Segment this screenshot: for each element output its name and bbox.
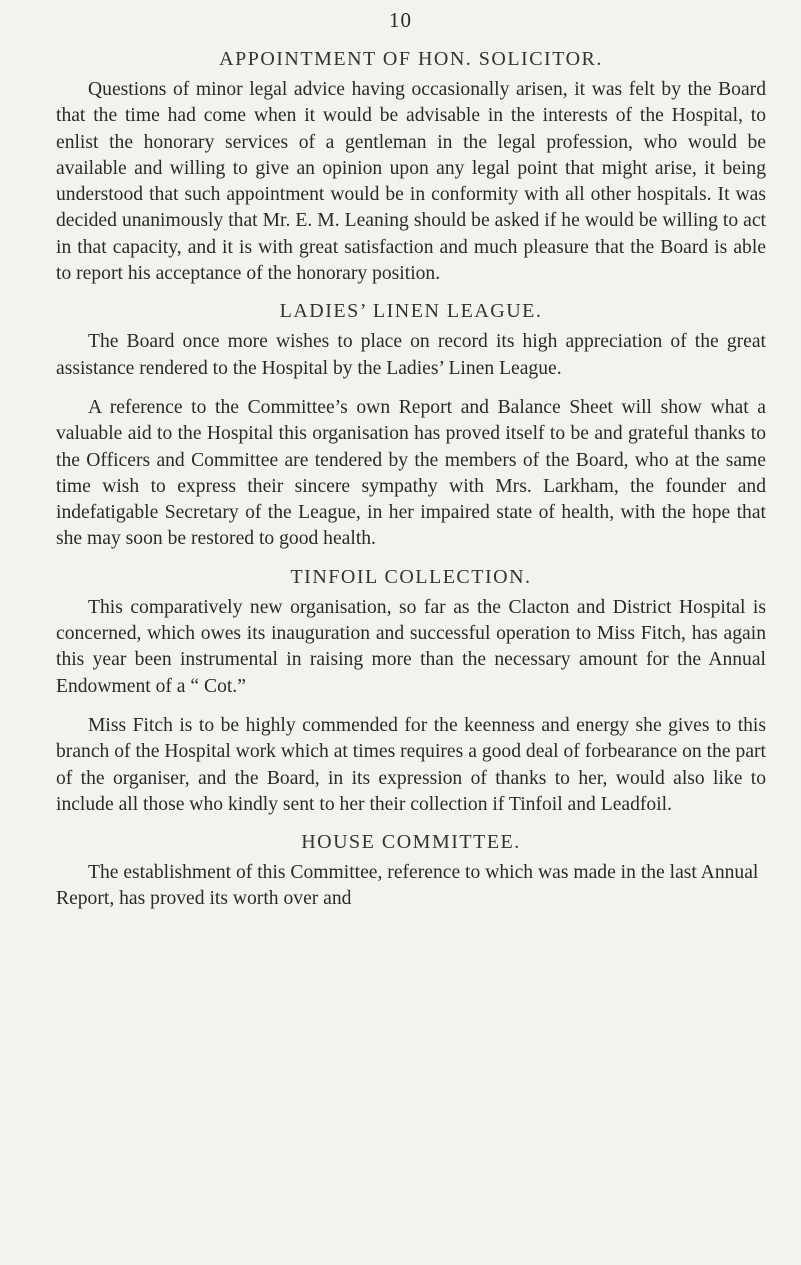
section-heading: LADIES’ LINEN LEAGUE. [279, 300, 543, 323]
paragraph: The Board once more wishes to place on record its high appreciation of the great assistance rendered to the Hospital by the Ladies’ Linen League. [56, 331, 766, 379]
paragraph: The establishment of this Committee, reference to which was made in the last Annual Report, has proved its worth over and [56, 862, 759, 910]
paragraph: Miss Fitch is to be highly commended for the keenness and energy she gives to this branch of the Hospital work which at times requires a good deal of forbearance on the part of the organiser, and the Board, in its expression of thanks to her, would also like to include all those who kindly sent to her their collection if Tinfoil and Leadfoil. [56, 714, 766, 815]
document-body [56, 48, 766, 926]
page-number: 10 [389, 8, 412, 32]
section-heading: APPOINTMENT OF HON. SOLICITOR. [219, 48, 603, 70]
section-heading: HOUSE COMMITTEE. [301, 831, 521, 854]
section-house-committee [56, 831, 766, 913]
paragraph: This comparatively new organisation, so far as the Clacton and District Hospital is concerned, which owes its inauguration and successful operation to Miss Fitch, has again this year been instrumental in raising more than the necessary amount for the Annual Endowment of a “ Cot.” [56, 596, 766, 697]
section-hon-solicitor [56, 48, 766, 287]
section-heading: TINFOIL COLLECTION. [290, 565, 532, 588]
paragraph: A reference to the Committee’s own Report and Balance Sheet will show what a valuable aid to the Hospital this organisation has proved itself to be and grateful thanks to the Officers and Committee are tendered by the members of the Board, who at the same time wish to express their sincere sympathy with Mrs. Larkham, the founder and indefatigable Secretary of the League, in her impaired state of health, with the hope that she may soon be restored to good health. [56, 396, 766, 550]
paragraph: Questions of minor legal advice having occasionally arisen, it was felt by the Board that the time had come when it would be advisable in the interests of the Hospital, to enlist the honorary services of a gentleman in the legal profession, who would be available and willing to give an opinion upon any legal point that might arise, it being understood that such appointment would be in conformity with all other hospitals. It was decided unanimously that Mr. E. M. Leaning should be asked if he would be willing to act in that capacity, and it is with great satisfaction and much pleasure that the Board is able to report his acceptance of the honorary position. [56, 79, 766, 285]
section-ladies-linen-league [56, 300, 766, 552]
section-tinfoil-collection [56, 566, 766, 818]
